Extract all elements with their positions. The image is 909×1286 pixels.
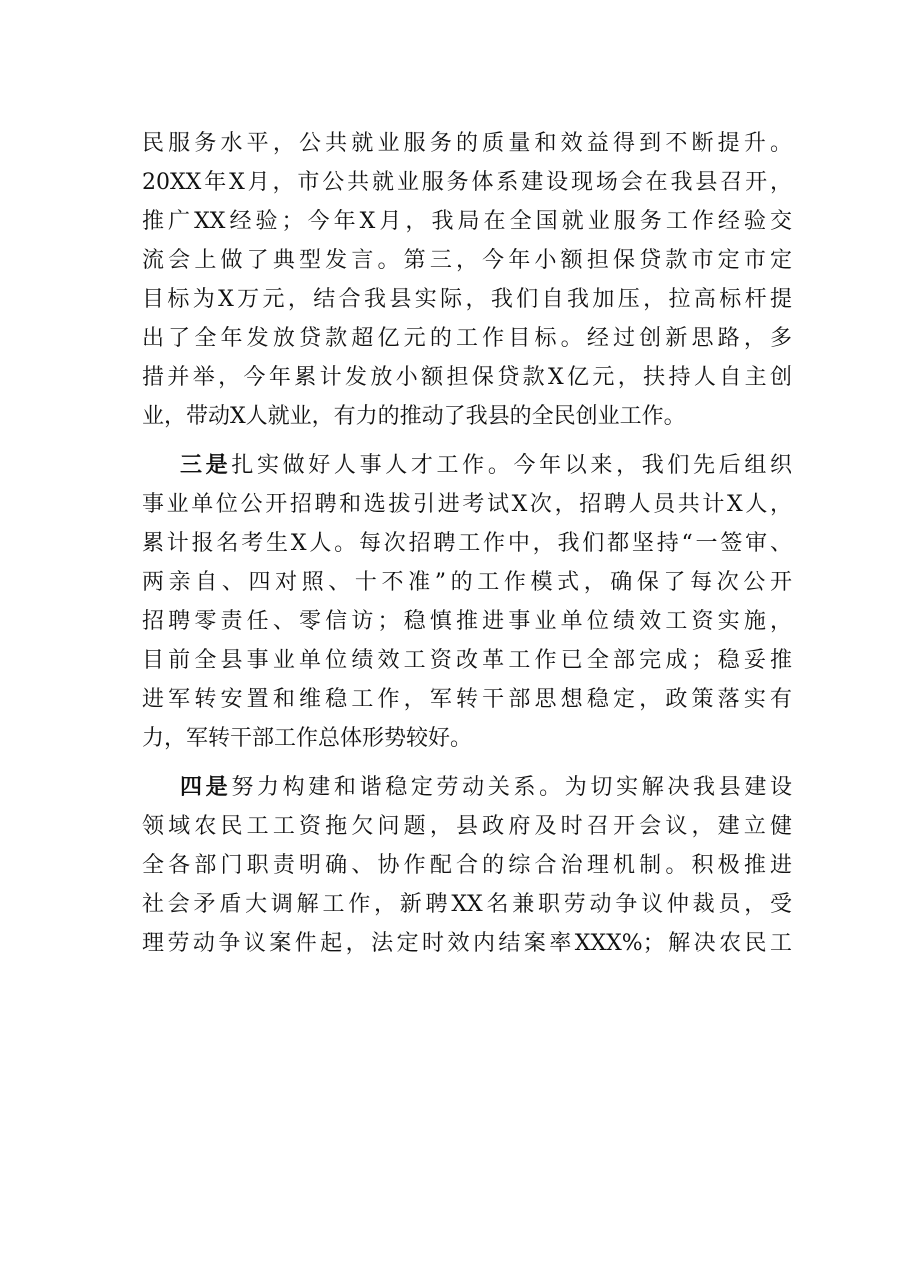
text-line: 全各部门职责明确、协作配合的综合治理机制。积极推进	[142, 853, 792, 878]
text-line: 事业单位公开招聘和选拔引进考试X次，招聘人员共计X人，	[142, 492, 792, 517]
text-line: 两亲自、四对照、十不准”的工作模式，确保了每次公开	[142, 570, 792, 595]
text-line: 推广XX经验；今年X月，我局在全国就业服务工作经验交	[142, 209, 792, 234]
text-line: 目前全县事业单位绩效工资改革工作已全部完成；稳妥推	[142, 648, 792, 673]
text-line: 招聘零责任、零信访；稳慎推进事业单位绩效工资实施，	[142, 609, 792, 634]
text-line: 目标为X万元，结合我县实际，我们自我加压，拉高标杆提	[142, 287, 792, 312]
paragraph-labor-relations	[142, 768, 792, 963]
text-line: 理劳动争议案件起，法定时效内结案率XXX%；解决农民工	[142, 931, 792, 956]
paragraph-lead: 四是	[180, 774, 232, 800]
text-line: 进军转安置和维稳工作，军转干部思想稳定，政策落实有	[142, 687, 792, 712]
text-line: 领域农民工工资拖欠问题，县政府及时召开会议，建立健	[142, 814, 792, 839]
text-line-first	[142, 768, 792, 807]
text-line: 累计报名考生X人。每次招聘工作中，我们都坚持“一签审、	[142, 531, 792, 556]
text-line: 民服务水平，公共就业服务的质量和效益得到不断提升。	[142, 131, 792, 156]
paragraph-lead: 三是	[180, 452, 232, 478]
text-line: 20XX年X月，市公共就业服务体系建设现场会在我县召开，	[142, 170, 792, 195]
text-line: 出了全年发放贷款超亿元的工作目标。经过创新思路，多	[142, 326, 792, 351]
text-line: 社会矛盾大调解工作，新聘XX名兼职劳动争议仲裁员，受	[142, 892, 792, 917]
document-body	[142, 124, 792, 963]
text-line: 流会上做了典型发言。第三，今年小额担保贷款市定市定	[142, 248, 792, 273]
text-line: 业，带动X人就业，有力的推动了我县的全民创业工作。	[142, 404, 686, 429]
text-line-first	[142, 446, 792, 485]
text-line: 措并举，今年累计发放小额担保贷款X亿元，扶持人自主创	[142, 365, 792, 390]
text-line-body: 努力构建和谐稳定劳动关系。为切实解决我县建设	[231, 775, 792, 800]
text-line-body: 扎实做好人事人才工作。今年以来，我们先后组织	[231, 453, 792, 478]
paragraph-personnel-talent	[142, 446, 792, 758]
text-line: 力，军转干部工作总体形势较好。	[142, 726, 473, 751]
paragraph-employment-services	[142, 124, 792, 436]
